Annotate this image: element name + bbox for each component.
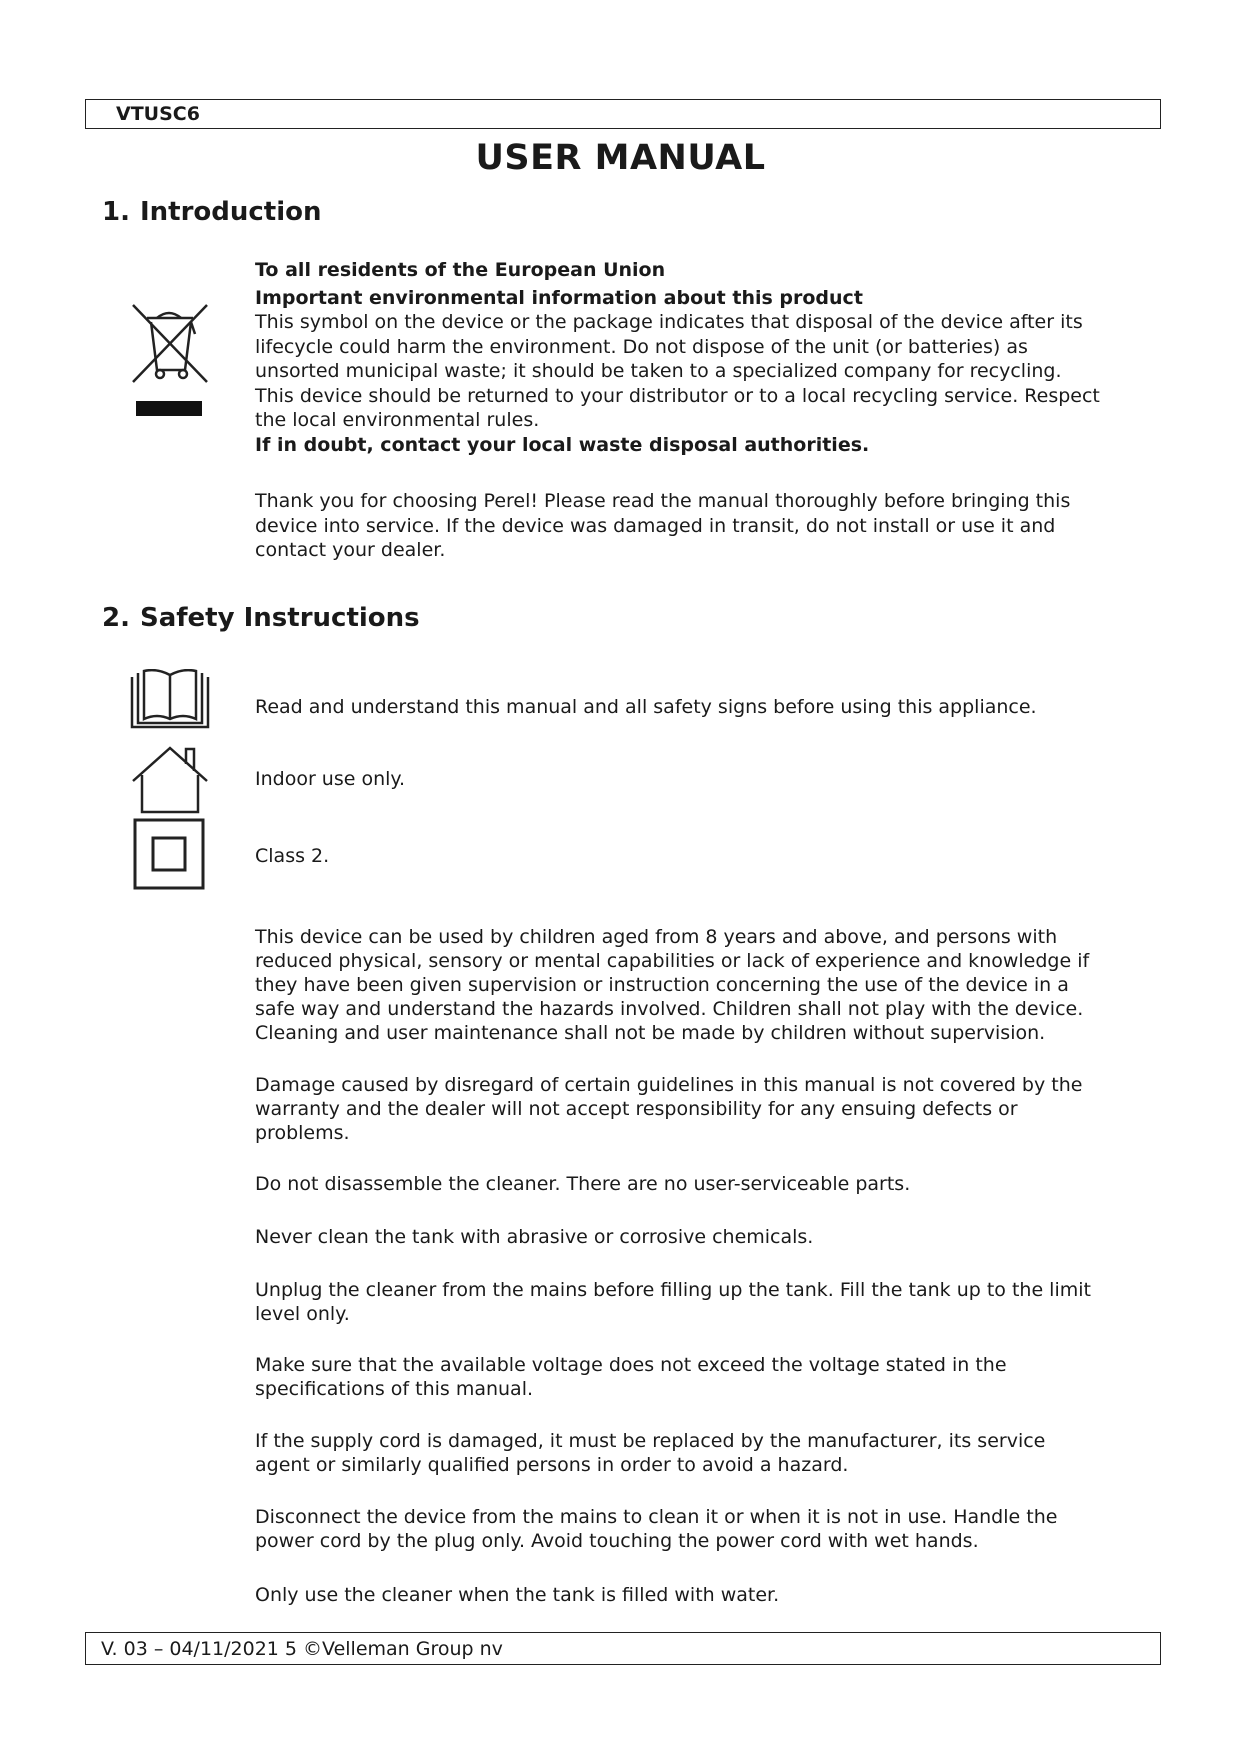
- safety-paragraph: [255, 1505, 1135, 1553]
- eu-subtitle: Important environmental information about this product: [255, 286, 863, 309]
- eu-line: unsorted municipal waste; it should be taken to a specialized company for recycling.: [255, 360, 1062, 382]
- paragraph-line: Only use the cleaner when the tank is filled with water.: [255, 1584, 780, 1606]
- thanks-line: device into service. If the device was damaged in transit, do not install or use it and: [255, 514, 1056, 537]
- page-title: USER MANUAL: [475, 138, 766, 178]
- safety-paragraph: [255, 925, 1135, 1045]
- crossed-out-wheelie-bin-icon: [127, 300, 211, 420]
- safety-paragraph: [255, 1225, 1135, 1249]
- thanks-block: [255, 489, 1155, 563]
- thanks-line: contact your dealer.: [255, 539, 446, 561]
- eu-line: This device should be returned to your distributor or to a local recycling service. Respect: [255, 384, 1100, 407]
- safety-paragraph: [255, 1353, 1135, 1401]
- section-heading-introduction: [102, 197, 322, 227]
- safety-paragraph: [255, 1429, 1135, 1477]
- paragraph-line: they have been given supervision or instruction concerning the use of the device in a: [255, 974, 1069, 996]
- paragraph-line: Damage caused by disregard of certain guidelines in this manual is not covered by the: [255, 1074, 1083, 1096]
- paragraph-line: This device can be used by children aged from 8 years and above, and persons with: [255, 926, 1058, 948]
- paragraph-line: problems.: [255, 1122, 350, 1144]
- paragraph-line: level only.: [255, 1303, 350, 1325]
- safety-paragraph: [255, 1583, 1135, 1607]
- safety-symbol-class2-text: Class 2.: [255, 845, 330, 867]
- section-heading-safety: [102, 603, 420, 633]
- paragraph-line: safe way and understand the hazards involved. Children shall not play with the device.: [255, 998, 1084, 1020]
- section-title: Introduction: [139, 197, 322, 227]
- paragraph-line: agent or similarly qualified persons in order to avoid a hazard.: [255, 1454, 849, 1476]
- eu-line: the local environmental rules.: [255, 409, 540, 431]
- footer-text: V. 03 – 04/11/2021 5 ©Velleman Group nv: [101, 1638, 503, 1660]
- double-square-icon: [133, 818, 205, 890]
- paragraph-line: Unplug the cleaner from the mains before filling up the tank. Fill the tank up to the limit: [255, 1279, 1091, 1301]
- eu-title: To all residents of the European Union: [255, 259, 666, 281]
- open-book-icon: [130, 669, 210, 731]
- eu-doubt: If in doubt, contact your local waste disposal authorities.: [255, 433, 870, 456]
- safety-symbol-read-text: Read and understand this manual and all safety signs before using this appliance.: [255, 696, 1037, 718]
- eu-line: lifecycle could harm the environment. Do not dispose of the unit (or batteries) as: [255, 335, 1028, 358]
- eu-line: This symbol on the device or the package indicates that disposal of the device after its: [255, 311, 1083, 333]
- paragraph-line: specifications of this manual.: [255, 1378, 534, 1400]
- paragraph-line: Make sure that the available voltage does not exceed the voltage stated in the: [255, 1354, 1007, 1376]
- safety-symbol-indoor-text: Indoor use only.: [255, 768, 405, 790]
- safety-paragraph: [255, 1073, 1135, 1145]
- paragraph-line: Cleaning and user maintenance shall not be made by children without supervision.: [255, 1022, 1046, 1044]
- paragraph-line: Do not disassemble the cleaner. There are no user-serviceable parts.: [255, 1173, 911, 1195]
- product-code: VTUSC6: [116, 103, 200, 125]
- section-number: 1.: [102, 197, 130, 227]
- section-number: 2.: [102, 603, 130, 633]
- eu-information-block: [255, 258, 1155, 457]
- header-box: [85, 99, 1161, 129]
- thanks-line: Thank you for choosing Perel! Please read the manual thoroughly before bringing this: [255, 490, 1071, 512]
- safety-paragraph: [255, 1172, 1135, 1196]
- paragraph-line: If the supply cord is damaged, it must be replaced by the manufacturer, its service: [255, 1430, 1046, 1452]
- house-icon: [130, 745, 210, 815]
- paragraph-line: Disconnect the device from the mains to clean it or when it is not in use. Handle the: [255, 1506, 1058, 1528]
- paragraph-line: power cord by the plug only. Avoid touching the power cord with wet hands.: [255, 1530, 979, 1552]
- paragraph-line: Never clean the tank with abrasive or corrosive chemicals.: [255, 1226, 814, 1248]
- paragraph-line: reduced physical, sensory or mental capabilities or lack of experience and knowledge if: [255, 950, 1090, 972]
- section-title: Safety Instructions: [139, 603, 420, 633]
- paragraph-line: warranty and the dealer will not accept responsibility for any ensuing defects or: [255, 1098, 1018, 1120]
- footer-box: [85, 1632, 1161, 1665]
- safety-paragraph: [255, 1278, 1135, 1326]
